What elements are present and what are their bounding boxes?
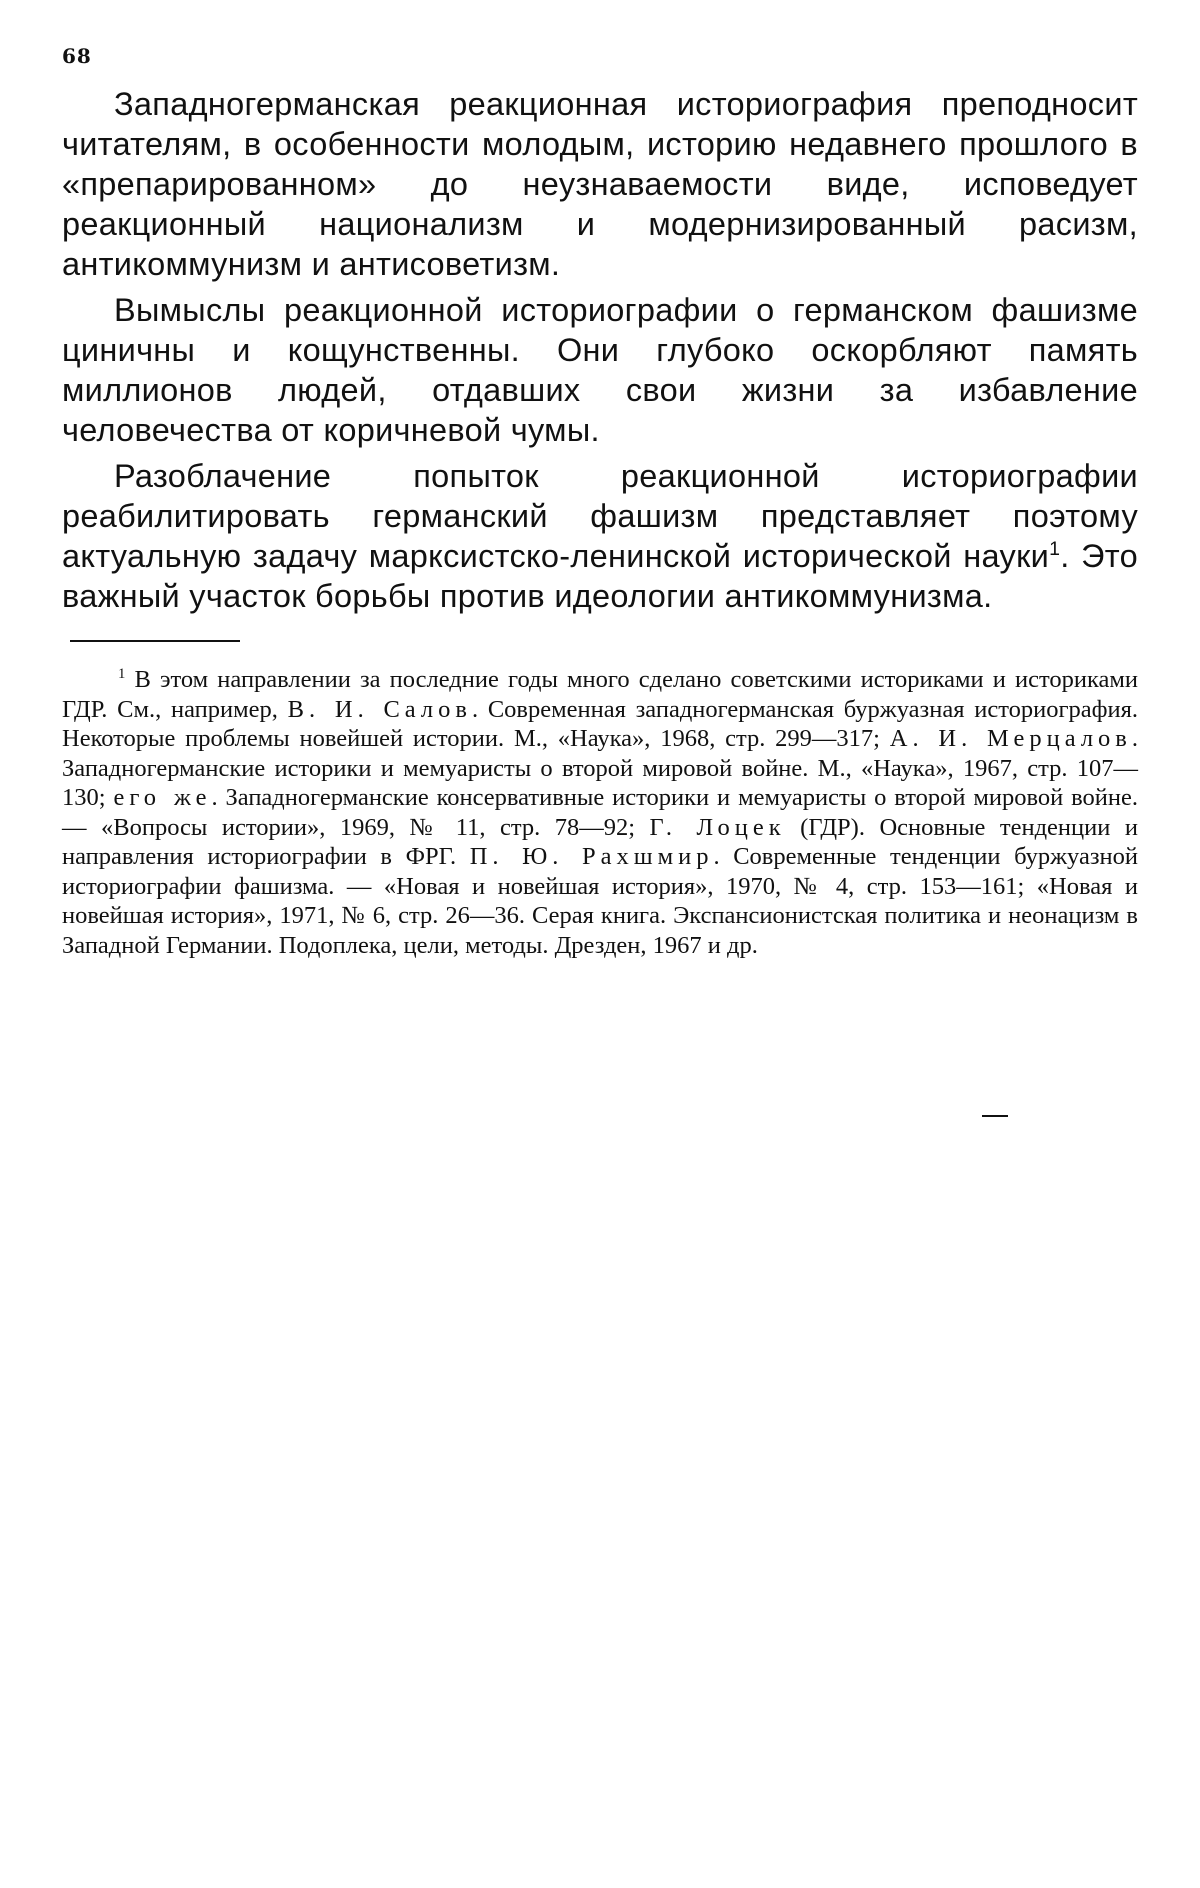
- footnote-text: . Современные тенденции буржуазной историографии фашизма. — «Новая и новейшая история», 1970, № 4, стр. 153—161; «Новая и новейшая история», 1971, № 6, стр. 26—36. Серая книга. Экспансионистская политика и неонацизм в Западной Германии. Подоплека, цели, методы. Дрезден, 1967 и др.: [62, 843, 1138, 959]
- footnote-separator: [70, 640, 240, 642]
- footnote-author: А. И. Мерцалов: [889, 725, 1132, 752]
- main-text: [62, 84, 1138, 616]
- footnote-author: В. И. Салов: [287, 695, 472, 723]
- footnote-author: Г. Лоцек: [649, 813, 786, 841]
- footnote-text: (ГДР). Основные тенденции и направления историографии в ФРГ.: [62, 813, 1138, 870]
- footnote-text: В этом направлении за последние годы много сделано советскими историками и историками ГДР. См., например,: [62, 666, 1138, 723]
- paragraph-3: [62, 456, 1138, 616]
- paragraph-1: Западногерманская реакционная историография преподносит читателям, в особенности молодым, историю недавнего прошлого в «препарированном» до неузнаваемости виде, исповедует реакционный национализм и модернизированный расизм, антикоммунизм и антисоветизм.: [62, 86, 1138, 282]
- footnote-reference: 1: [1049, 538, 1061, 561]
- footnote-text: . Современная западногерманская буржуазная историография. Некоторые проблемы новейшей истории. М., «Наука», 1968, стр. 299—317;: [62, 695, 1138, 752]
- stray-mark: [982, 1115, 1008, 1117]
- footnote-author: П. Ю. Рахшмир: [469, 843, 714, 870]
- footnote: [62, 665, 1138, 960]
- footnote-text: . Западногерманские историки и мемуаристы о второй мировой войне. М., «Наука», 1967, стр. 107—130;: [62, 725, 1138, 811]
- paragraph-2: Вымыслы реакционной историографии о германском фашизме циничны и кощунственны. Они глубоко оскорбляют память миллионов людей, отдавших свои жизни за избавление человечества от коричневой чумы.: [62, 292, 1138, 448]
- footnote-ibid: его же: [113, 784, 212, 811]
- paragraph-3-text-end: . Это важный участок борьбы против идеологии антикоммунизма.: [62, 538, 1139, 614]
- paragraph-3-text: Разоблачение попыток реакционной историографии реабилитировать германский фашизм представляет поэтому актуальную задачу марксистско-ленинской исторической науки: [62, 458, 1138, 574]
- footnote-marker: 1: [118, 665, 126, 682]
- footnote-text: . Западногерманские консервативные историки и мемуаристы о второй мировой войне. — «Вопросы истории», 1969, № 11, стр. 78—92;: [62, 784, 1139, 841]
- page-number: 68: [62, 44, 92, 68]
